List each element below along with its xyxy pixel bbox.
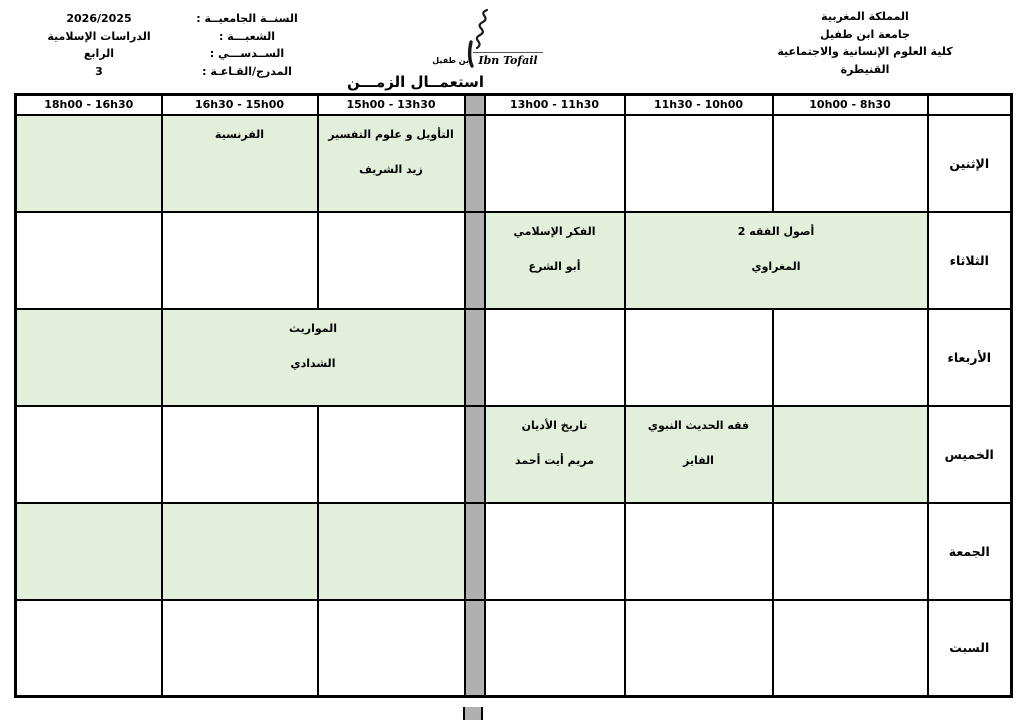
cell-monday-18h00 [16,115,162,212]
separator-column [465,115,485,212]
timetable [14,93,1013,698]
course-name: الفكر الإسلامي [513,224,596,238]
academic-year-value: 2026/2025 [66,12,132,25]
separator-column [465,212,485,309]
cell-friday-11h30 [625,503,773,600]
day-label: الأربعاء [928,309,1012,406]
semester-value: الرابع [83,47,115,60]
day-column-header [928,95,1012,115]
cell-monday-10h00 [773,115,928,212]
cell-monday-15h00 [318,115,465,212]
cell-tuesday-18h00 [16,212,162,309]
room-value: 3 [95,64,103,78]
time-slot-header: 18h00 - 16h30 [16,95,162,115]
cell-saturday-11h30 [625,600,773,697]
cell-wednesday-10h00 [773,309,928,406]
teacher-name: زيد الشريف [359,162,423,176]
document-info-labels [176,10,318,80]
teacher-name: الفايز [683,453,714,467]
day-label: الجمعة [928,503,1012,600]
cell-monday-13h00 [485,115,625,212]
cell-saturday-16h30 [162,600,318,697]
separator-column [465,309,485,406]
teacher-name: المغراوي [751,259,801,273]
cell-thursday-16h30 [162,406,318,503]
separator-column [465,503,485,600]
cell-friday-13h00 [485,503,625,600]
course-name: أصول الفقه 2 [737,224,815,238]
cell-thursday-18h00 [16,406,162,503]
separator-column-extension [463,707,483,720]
cell-wednesday-16h30-15h00 [162,309,465,406]
academic-year-label: السنــة الجامعيــة : [196,12,298,25]
cell-saturday-18h00 [16,600,162,697]
cell-thursday-11h30 [625,406,773,503]
cell-tuesday-11h30-10h00 [625,212,928,309]
logo-arabic-text: ابن طفيل [432,56,472,65]
cell-tuesday-16h30 [162,212,318,309]
course-name: تاريخ الأديان [521,418,588,432]
cell-friday-15h00 [318,503,465,600]
day-label: الثلاثاء [928,212,1012,309]
cell-wednesday-13h00 [485,309,625,406]
cell-thursday-15h00 [318,406,465,503]
time-slot-header: 10h00 - 8h30 [773,95,928,115]
separator-column-header [465,95,485,115]
document-info-values [28,10,170,80]
course-name: الفرنسية [214,127,265,141]
cell-wednesday-11h30 [625,309,773,406]
teacher-name: أبو الشرع [528,259,581,273]
cell-thursday-10h00 [773,406,928,503]
day-label: الخميس [928,406,1012,503]
row-friday [16,503,1012,600]
branch-value: الدراسات الإسلامية [47,29,151,43]
cell-tuesday-13h00 [485,212,625,309]
cell-monday-16h30 [162,115,318,212]
time-slot-header: 11h30 - 10h00 [625,95,773,115]
cell-saturday-15h00 [318,600,465,697]
university-logo [425,4,545,78]
cell-saturday-10h00 [773,600,928,697]
day-label: الإثنين [928,115,1012,212]
row-monday [16,115,1012,212]
university-line: جامعة ابن طفيل [820,27,910,41]
time-slot-header: 15h00 - 13h30 [318,95,465,115]
row-wednesday [16,309,1012,406]
separator-column [465,600,485,697]
time-slot-header: 16h30 - 15h00 [162,95,318,115]
faculty-line: كلية العلوم الإنسانية والاجتماعية [777,45,953,58]
teacher-name: مريم أيت أحمد [514,453,595,467]
cell-tuesday-15h00 [318,212,465,309]
branch-label: الشعبـــة : [219,29,275,43]
course-name: المواريث [288,321,338,335]
row-tuesday [16,212,1012,309]
kingdom-line: المملكة المغربية [821,10,909,23]
cell-thursday-13h00 [485,406,625,503]
course-name: التأويل و علوم التفسير [328,127,454,141]
row-saturday [16,600,1012,697]
cell-saturday-13h00 [485,600,625,697]
cell-friday-16h30 [162,503,318,600]
row-thursday [16,406,1012,503]
day-label: السبت [928,600,1012,697]
cell-wednesday-18h00 [16,309,162,406]
semester-label: الســدســـي : [209,47,285,60]
city-line: القنيطرة [840,62,890,76]
logo-latin-text: Ibn Tofail [473,52,543,67]
cell-friday-10h00 [773,503,928,600]
page-title: استعمــال الزمـــن [328,73,503,95]
cell-friday-18h00 [16,503,162,600]
course-name: فقه الحديث النبوي [647,418,750,432]
time-slot-header: 13h00 - 11h30 [485,95,625,115]
time-header-row [16,95,1012,115]
room-label: المدرج/القـاعـة : [202,64,292,78]
separator-column [465,406,485,503]
cell-monday-11h30 [625,115,773,212]
teacher-name: الشدادي [290,356,336,370]
institution-block [735,8,995,78]
